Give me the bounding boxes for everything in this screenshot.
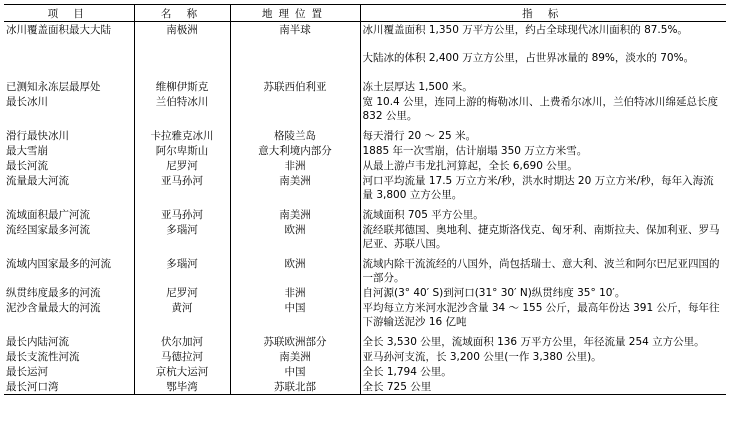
cell-indicator: 流域内除干流流经的八国外，尚包括瑞士、意大利、波兰和阿尔巴尼亚四国的一部分。 <box>362 257 720 284</box>
cell-indicator: 亚马孙河支流，长 3,200 公里(一作 3,380 公里)。 <box>362 350 602 363</box>
table-row <box>4 256 726 285</box>
document <box>4 4 726 395</box>
table-row <box>4 222 726 251</box>
cell-indicator: 冻土层厚达 1,500 米。 <box>362 80 473 93</box>
cell-item: 最大雪崩 <box>4 143 134 158</box>
table-row <box>4 349 726 364</box>
cell-item: 最长河口湾 <box>4 379 134 395</box>
cell-name: 兰伯特冰川 <box>134 94 230 123</box>
cell-name: 南极洲 <box>134 22 230 74</box>
cell-name: 多瑙河 <box>134 256 230 285</box>
cell-name: 尼罗河 <box>134 285 230 300</box>
cell-location: 意大利境内部分 <box>230 143 360 158</box>
cell-indicator: 自河源(3° 40′ S)到河口(31° 30′ N)纵贯纬度 35° 10′。 <box>362 286 626 299</box>
table-row <box>4 285 726 300</box>
table-row <box>4 173 726 202</box>
cell-indicator: 全长 1,794 公里。 <box>362 365 452 378</box>
cell-name: 鄂毕湾 <box>134 379 230 395</box>
table-row <box>4 22 726 74</box>
cell-item: 最长河流 <box>4 158 134 173</box>
cell-location: 欧洲 <box>230 256 360 285</box>
table-row <box>4 364 726 379</box>
cell-name: 阿尔卑斯山 <box>134 143 230 158</box>
cell-location: 南美洲 <box>230 349 360 364</box>
cell-item: 最长支流性河流 <box>4 349 134 364</box>
cell-indicator: 1885 年一次雪崩，估计崩塌 350 万立方米雪。 <box>362 144 588 157</box>
cell-indicator: 河口平均流量 17.5 万立方米/秒，洪水时期达 20 万立方米/秒，每年入海流量 3,800 立方公里。 <box>362 174 714 201</box>
cell-location: 格陵兰岛 <box>230 128 360 143</box>
cell-indicator: 全长 3,530 公里，流域面积 136 万平方公里，年径流量 254 立方公里。 <box>362 335 705 348</box>
cell-indicator: 宽 10.4 公里，连同上游的梅勒冰川、上费希尔冰川，兰伯特冰川绵延总长度 832 公里。 <box>362 95 719 122</box>
cell-name: 卡拉雅克冰川 <box>134 128 230 143</box>
table-row <box>4 158 726 173</box>
cell-name: 京杭大运河 <box>134 364 230 379</box>
cell-name: 维柳伊斯克 <box>134 79 230 94</box>
cell-item: 纵贯纬度最多的河流 <box>4 285 134 300</box>
header-row <box>4 5 726 22</box>
indicator-text: 冰川覆盖面积 1,350 万平方公里，约占全球现代冰川面积的 87.5%。 <box>362 24 688 36</box>
cell-indicator: 全长 725 公里 <box>360 379 726 395</box>
cell-name: 尼罗河 <box>134 158 230 173</box>
indicator-text-2: 大陆冰的体积 2,400 万立方公里，占世界冰量的 89%，淡水的 70%。 <box>362 52 695 64</box>
cell-item: 冰川覆盖面积最大大陆 <box>4 22 134 74</box>
cell-indicator: 从最上游卢韦龙扎河算起，全长 6,690 公里。 <box>362 159 578 172</box>
table-row <box>4 79 726 94</box>
cell-location: 中国 <box>230 364 360 379</box>
cell-item: 最长冰川 <box>4 94 134 123</box>
cell-location: 南半球 <box>230 22 360 74</box>
cell-location: 苏联北部 <box>230 379 360 395</box>
cell-indicator: 流经联邦德国、奥地利、捷克斯洛伐克、匈牙利、南斯拉夫、保加利亚、罗马尼亚、苏联八国。 <box>362 223 720 250</box>
header-name: 名 称 <box>134 5 230 22</box>
table-row <box>4 300 726 329</box>
cell-location: 南美洲 <box>230 173 360 202</box>
cell-name: 黄河 <box>134 300 230 329</box>
cell-item: 流经国家最多河流 <box>4 222 134 251</box>
cell-item: 流域内国家最多的河流 <box>4 256 134 285</box>
cell-location: 非洲 <box>230 285 360 300</box>
table-row <box>4 128 726 143</box>
cell-name: 马德拉河 <box>134 349 230 364</box>
table-row <box>4 143 726 158</box>
cell-item: 泥沙含量最大的河流 <box>4 300 134 329</box>
cell-item: 流量最大河流 <box>4 173 134 202</box>
cell-item: 最长运河 <box>4 364 134 379</box>
header-indicator: 指 标 <box>360 5 726 22</box>
cell-location: 苏联欧洲部分 <box>230 334 360 349</box>
cell-location: 欧洲 <box>230 222 360 251</box>
cell-location: 苏联西伯利亚 <box>230 79 360 94</box>
cell-item: 滑行最快冰川 <box>4 128 134 143</box>
table-row <box>4 334 726 349</box>
cell-indicator: 流域面积 705 平方公里。 <box>362 208 484 221</box>
header-location: 地理位置 <box>230 5 360 22</box>
cell-location: 南美洲 <box>230 207 360 222</box>
data-table <box>4 4 726 395</box>
header-item: 项 目 <box>4 5 134 22</box>
cell-item: 最长内陆河流 <box>4 334 134 349</box>
cell-location: 中国 <box>230 300 360 329</box>
cell-name: 亚马孙河 <box>134 173 230 202</box>
cell-name: 伏尔加河 <box>134 334 230 349</box>
cell-item: 流域面积最广河流 <box>4 207 134 222</box>
table-row <box>4 207 726 222</box>
cell-indicator: 每天滑行 20 ～ 25 米。 <box>362 129 477 142</box>
table-row <box>4 379 726 395</box>
table-row <box>4 94 726 123</box>
cell-location <box>230 94 360 123</box>
cell-indicator <box>360 22 726 74</box>
cell-indicator: 平均每立方米河水泥沙含量 34 ～ 155 公斤，最高年份达 391 公斤，每年往下游输送泥沙 16 亿吨 <box>362 301 720 328</box>
cell-name: 亚马孙河 <box>134 207 230 222</box>
cell-location: 非洲 <box>230 158 360 173</box>
cell-item: 已测知永冻层最厚处 <box>4 79 134 94</box>
cell-name: 多瑙河 <box>134 222 230 251</box>
